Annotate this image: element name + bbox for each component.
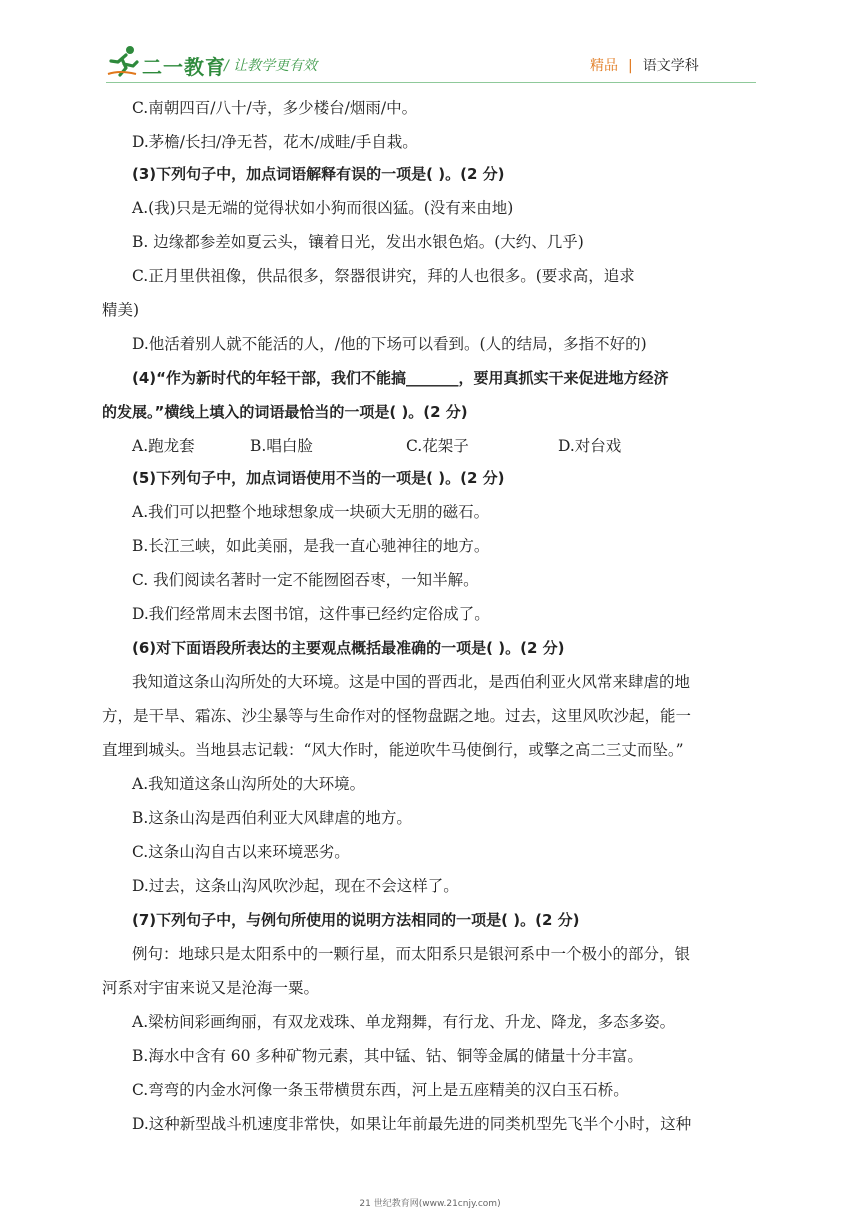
q7-option-a: A.梁枋间彩画绚丽，有双龙戏珠、单龙翔舞，有行龙、升龙、降龙，多态多姿。: [132, 1013, 676, 1031]
running-figure-logo-icon: [106, 44, 140, 78]
q4-options: [132, 436, 621, 456]
q7-option-c: C.弯弯的内金水河像一条玉带横贯东西，河上是五座精美的汉白玉石桥。: [132, 1081, 629, 1099]
q3-option-a: A.(我)只是无端的觉得状如小狗而很凶猛。(没有来由地): [132, 199, 514, 217]
q6-passage-line-1: 我知道这条山沟所处的大环境。这是中国的晋西北，是西伯利亚火风常来肆虐的地: [132, 673, 691, 691]
q6-option-a: A.我知道这条山沟所处的大环境。: [132, 775, 366, 793]
question-6: (6)对下面语段所表达的主要观点概括最准确的一项是( )。(2 分): [132, 639, 565, 657]
q6-option-b: B.这条山沟是西伯利亚大风肆虐的地方。: [132, 809, 412, 827]
header-divider: [106, 82, 756, 83]
q3-option-c-cont: 精美): [102, 301, 140, 319]
page-header: [0, 0, 860, 88]
q7-option-d: D.这种新型战斗机速度非常快，如果让年前最先进的同类机型先飞半个小时，这种: [132, 1115, 692, 1133]
subject-tag: 语文学科: [642, 58, 699, 74]
q7-example-line-1: 例句：地球只是太阳系中的一颗行星，而太阳系只是银河系中一个极小的部分，银: [132, 945, 691, 963]
q7-option-b: B.海水中含有 60 多种矿物元素，其中锰、钴、铜等金属的储量十分丰富。: [132, 1047, 643, 1065]
q5-option-d: D.我们经常周末去图书馆，这件事已经约定俗成了。: [132, 605, 490, 623]
page-footer: 21 世纪教育网(www.21cnjy.com): [359, 1199, 501, 1209]
question-5: (5)下列句子中，加点词语使用不当的一项是( )。(2 分): [132, 469, 505, 487]
q4-option-c: C.花架子: [406, 437, 469, 455]
question-3: (3)下列句子中，加点词语解释有误的一项是( )。(2 分): [132, 165, 505, 183]
q5-option-a: A.我们可以把整个地球想象成一块硕大无朋的磁石。: [132, 503, 490, 521]
q3-option-b: B. 边缘都参差如夏云头，镶着日光，发出水银色焰。(大约、几乎): [132, 233, 584, 251]
q4-option-a: A.跑龙套: [132, 437, 195, 455]
q6-passage-line-3: 直埋到城头。当地县志记载：“风大作时，能逆吹牛马使倒行，或擎之高二三丈而坠。”: [102, 741, 684, 759]
poem-option-d: D.茅檐/长扫/净无苔，花木/成畦/手自栽。: [132, 133, 418, 151]
q6-option-d: D.过去，这条山沟风吹沙起，现在不会这样了。: [132, 877, 459, 895]
q5-option-b: B.长江三峡，如此美丽，是我一直心驰神往的地方。: [132, 537, 490, 555]
poem-option-c: C.南朝四百/八十/寺，多少楼台/烟雨/中。: [132, 99, 418, 117]
q3-option-c: C.正月里供祖像，供品很多，祭器很讲究，拜的人也很多。(要求高，追求: [132, 267, 635, 285]
q7-example-line-2: 河系对宇宙来说又是沧海一粟。: [102, 979, 320, 997]
question-4: (4)“作为新时代的年轻干部，我们不能搞_______，要用真抓实干来促进地方经济: [132, 369, 669, 387]
question-7: (7)下列句子中，与例句所使用的说明方法相同的一项是( )。(2 分): [132, 911, 580, 929]
brand-name: 二一教育: [142, 55, 226, 79]
header-tags: [590, 55, 699, 75]
tag-separator: |: [628, 58, 633, 74]
quality-tag: 精品: [590, 58, 618, 74]
q6-passage-line-2: 方，是干旱、霜冻、沙尘暴等与生命作对的怪物盘踞之地。过去，这里风吹沙起，能一: [102, 707, 692, 725]
brand-slogan: / 让教学更有效: [224, 58, 318, 74]
q4-option-b: B.唱白脸: [250, 437, 313, 455]
q4-option-d: D.对台戏: [558, 437, 622, 455]
question-4-cont: 的发展。”横线上填入的词语最恰当的一项是( )。(2 分): [102, 403, 468, 421]
q6-option-c: C.这条山沟自古以来环境恶劣。: [132, 843, 350, 861]
q5-option-c: C. 我们阅读名著时一定不能囫囵吞枣，一知半解。: [132, 571, 479, 589]
q3-option-d: D.他活着别人就不能活的人，/他的下场可以看到。(人的结局，多指不好的): [132, 335, 647, 353]
